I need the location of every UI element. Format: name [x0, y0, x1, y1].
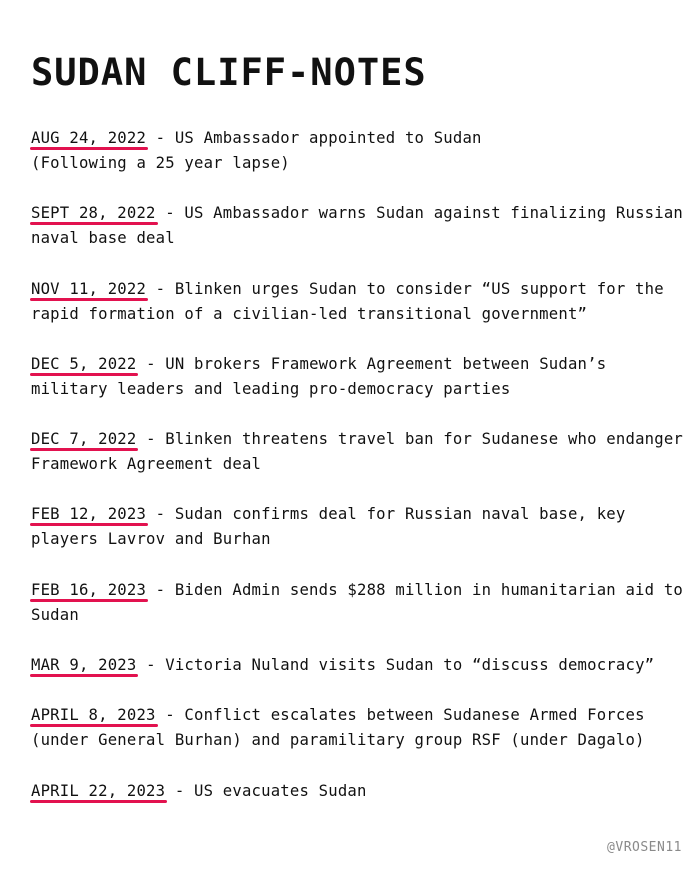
timeline-entry-dec-5-2022: [31, 352, 691, 402]
author-handle: @VROSEN11: [607, 840, 682, 855]
entry-date: FEB 12, 2023: [31, 502, 146, 527]
entry-date: SEPT 28, 2022: [31, 201, 156, 226]
entry-date: AUG 24, 2022: [31, 126, 146, 151]
entry-date: DEC 5, 2022: [31, 352, 136, 377]
entry-date: APRIL 8, 2023: [31, 703, 156, 728]
timeline-entry-feb-12-2023: [31, 502, 691, 552]
entry-note: (Following a 25 year lapse): [31, 154, 290, 172]
page-title: SUDAN CLIFF-NOTES: [31, 51, 427, 94]
timeline-list: [31, 126, 691, 829]
timeline-entry-feb-16-2023: [31, 578, 691, 628]
timeline-entry-aug-24-2022: [31, 126, 691, 176]
entry-date: FEB 16, 2023: [31, 578, 146, 603]
timeline-entry-nov-11-2022: [31, 277, 691, 327]
entry-date: MAR 9, 2023: [31, 653, 136, 678]
timeline-entry-april-8-2023: [31, 703, 691, 753]
entry-text: - Victoria Nuland visits Sudan to “discuss democracy”: [136, 656, 655, 675]
timeline-entry-sept-28-2022: [31, 201, 691, 251]
entry-text: - Blinken threatens travel ban for Sudanese who endanger Framework Agreement deal: [31, 430, 684, 474]
entry-text: - US Ambassador warns Sudan against finalizing Russian naval base deal: [31, 204, 684, 248]
entry-text: - Sudan confirms deal for Russian naval base, key players Lavrov and Burhan: [31, 505, 626, 549]
entry-date: DEC 7, 2022: [31, 427, 136, 452]
entry-text: - US evacuates Sudan: [165, 781, 367, 800]
entry-text: - Blinken urges Sudan to consider “US support for the rapid formation of a civilian-led transitional government”: [31, 279, 664, 323]
entry-text: - UN brokers Framework Agreement between Sudan’s military leaders and leading pro-democracy parties: [31, 354, 607, 398]
entry-text: - US Ambassador appointed to Sudan: [146, 129, 482, 147]
timeline-entry-dec-7-2022: [31, 427, 691, 477]
timeline-entry-mar-9-2023: [31, 653, 691, 678]
entry-text: - Conflict escalates between Sudanese Armed Forces (under General Burhan) and paramilitary group RSF (under Dagalo): [31, 706, 645, 750]
entry-text: - Biden Admin sends $288 million in humanitarian aid to Sudan: [31, 580, 684, 624]
timeline-entry-april-22-2023: [31, 779, 691, 804]
entry-date: NOV 11, 2022: [31, 277, 146, 302]
entry-date: APRIL 22, 2023: [31, 779, 165, 804]
